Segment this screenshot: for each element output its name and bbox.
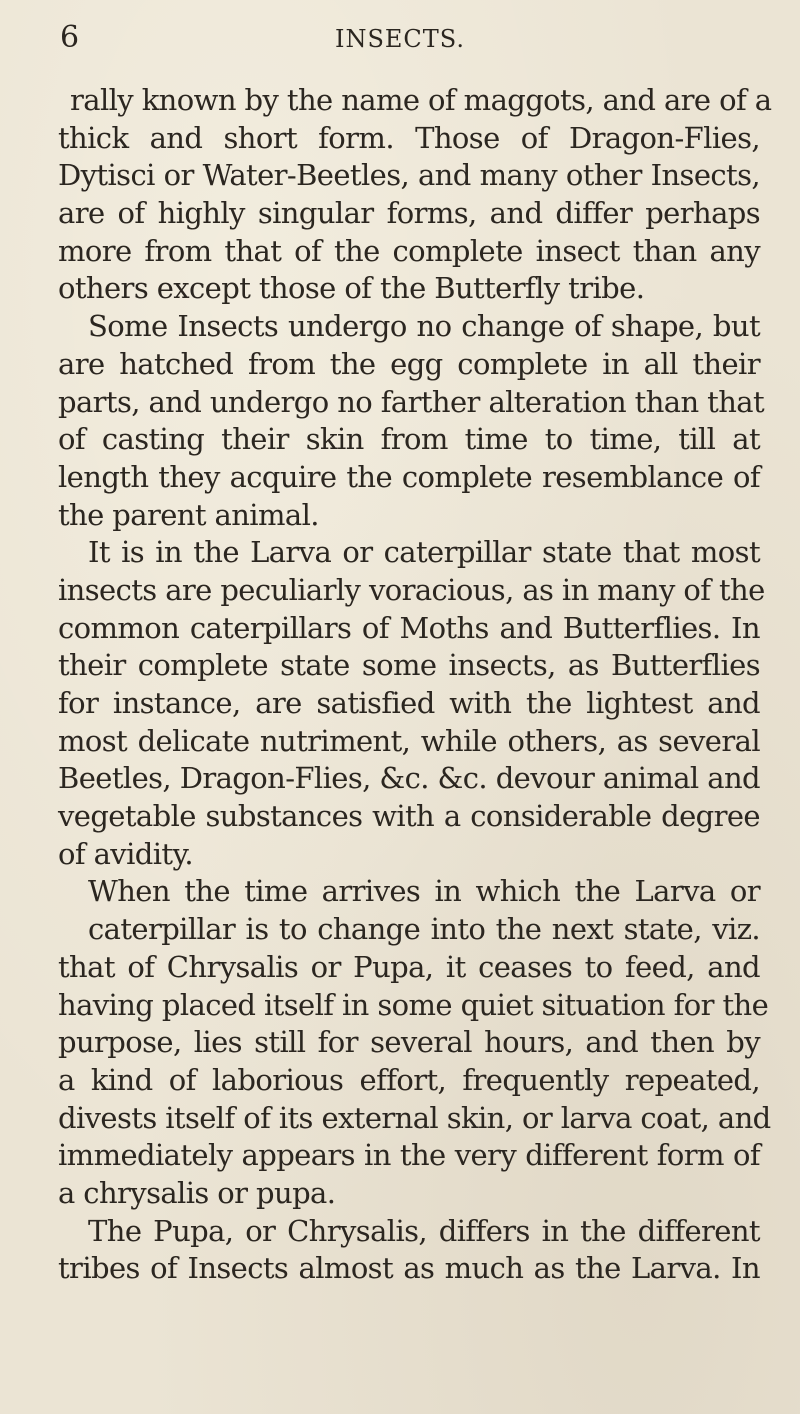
text-line: purpose, lies still for several hours, and then by: [58, 1025, 760, 1060]
text-line: having placed itself in some quiet situation for the: [58, 987, 769, 1022]
text-line: are hatched from the egg complete in all their: [58, 346, 760, 381]
text-line: their complete state some insects, as Butterflies: [58, 648, 760, 683]
text-line: are of highly singular forms, and differ perhaps: [58, 196, 760, 231]
text-line: the parent animal.: [58, 497, 319, 532]
text-line: immediately appears in the very different form of: [58, 1138, 760, 1173]
body-text: [58, 82, 772, 1288]
text-line: divests itself of its external skin, or larva coat, and: [58, 1100, 771, 1135]
text-line: a chrysalis or pupa.: [58, 1175, 336, 1210]
text-line: thick and short form. Those of Dragon-Flies,: [58, 120, 760, 155]
text-line: more from that of the complete insect than any: [58, 233, 760, 268]
text-line: When the time arrives in which the Larva or: [88, 874, 760, 909]
text-line: a kind of laborious effort, frequently repeated,: [58, 1062, 760, 1097]
page-header: [0, 18, 800, 58]
text-line: rally known by the name of maggots, and are of a: [70, 83, 772, 117]
text-line: insects are peculiarly voracious, as in many of the: [58, 572, 765, 607]
text-line: for instance, are satisfied with the lightest and: [58, 686, 760, 720]
text-line: Some Insects undergo no change of shape, but: [88, 309, 760, 344]
text-line: vegetable substances with a considerable degree: [58, 799, 760, 834]
text-line: tribes of Insects almost as much as the Larva. In: [58, 1251, 760, 1286]
text-line: most delicate nutriment, while others, as several: [58, 723, 760, 758]
text-line: of casting their skin from time to time, till at: [58, 422, 760, 457]
text-line: parts, and undergo no farther alteration than that: [58, 384, 765, 419]
text-line: Beetles, Dragon-Flies, &c. &c. devour animal and: [58, 761, 760, 796]
running-head: INSECTS.: [334, 25, 466, 53]
text-line: caterpillar is to change into the next state, viz.: [88, 912, 760, 947]
text-line: The Pupa, or Chrysalis, differs in the different: [88, 1213, 760, 1248]
text-line: of avidity.: [58, 836, 194, 871]
text-line: common caterpillars of Moths and Butterflies. In: [58, 610, 760, 645]
text-line: Dytisci or Water-Beetles, and many other Insects,: [58, 158, 760, 193]
text-line: others except those of the Butterfly tribe.: [58, 271, 645, 306]
text-line: It is in the Larva or caterpillar state that most: [88, 535, 760, 570]
text-line: that of Chrysalis or Pupa, it ceases to feed, and: [58, 949, 760, 984]
text-line: length they acquire the complete resemblance of: [58, 459, 760, 494]
page-number: 6: [60, 20, 80, 55]
